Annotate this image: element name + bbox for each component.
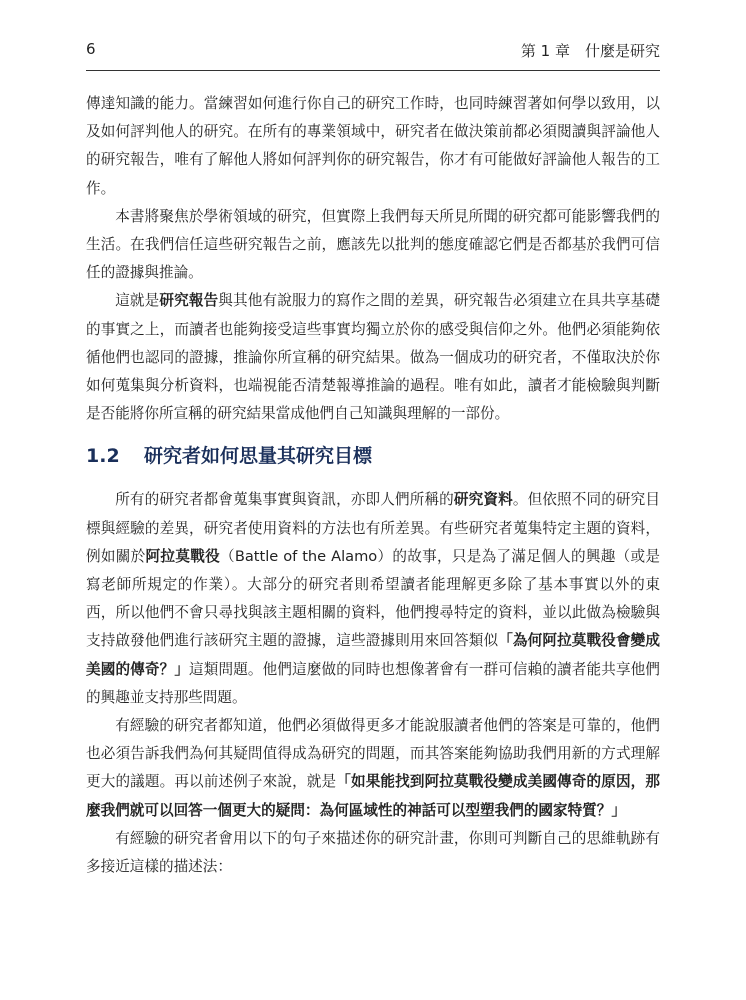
text-run: 。但依照不同的研究目標與經驗的差異，研究者使用資料的方法也有所差異。有些研究者蒐集特定主題的資料，例如關於: [86, 491, 660, 565]
section-number: 1.2: [86, 445, 120, 468]
text-run: 這類問題。他們這麼做的同時也想像著會有一群可信賴的讀者能共享他們的興趣並支持那些問題。: [86, 660, 660, 706]
section-heading: [86, 438, 660, 474]
page-number: 6: [86, 40, 96, 58]
text-run: （Battle of the Alamo）的故事，只是為了滿足個人的興趣（或是寫老師所規定的作業）。大部分的研究者則希望讀者能理解更多除了基本事實以外的東西，所以他們不會只尋找與該主題相關的資料，他們搜尋特定的資料，並以此做為檢驗與支持啟發他們進行該研究主題的證據，這些證據則用來回答類似: [86, 547, 660, 650]
text-run: 與其他有說服力的寫作之間的差異，研究報告必須建立在具共享基礎的事實之上，而讀者也能夠接受這些事實均獨立於你的感受與信仰之外。他們必須能夠依循他們也認同的證據，推論你所宣稱的研究結果。做為一個成功的研究者，不僅取決於你如何蒐集與分析資料，也端視能否清楚報導推論的過程。唯有如此，讀者才能檢驗與判斷是否能將你所宣稱的研究結果當成他們自己知識與理解的一部份。: [86, 292, 660, 423]
text-run: 有經驗的研究者都知道，他們必須做得更多才能說服讀者他們的答案是可靠的，他們也必須告訴我們為何其疑問值得成為研究的問題，而其答案能夠協助我們用新的方式理解更大的議題。再以前述例子來說，就是: [86, 717, 660, 791]
section-title: 研究者如何思量其研究目標: [144, 445, 373, 468]
paragraph-academic-focus: 本書將聚焦於學術領域的研究，但實際上我們每天所見所聞的研究都可能影響我們的生活。在我們信任這些研究報告之前，應該先以批判的態度確認它們是否都基於我們可信任的證據與推論。: [86, 207, 660, 282]
page-header: [86, 40, 660, 71]
paragraph-research-report: [86, 287, 660, 428]
paragraph-continued: 傳達知識的能力。當練習如何進行你自己的研究工作時，也同時練習著如何學以致用，以及如何評判他人的研究。在所有的專業領域中，研究者在做決策前都必須閱讀與評論他人的研究報告，唯有了解他人將如何評判你的研究報告，你才有可能做好評論他人報告的工作。: [86, 95, 660, 197]
bold-term-research-data: 研究資料: [453, 491, 513, 509]
bold-question-alamo: 「為何阿拉莫戰役會變成美國的傳奇？」: [86, 632, 660, 678]
text-run: 所有的研究者都會蒐集事實與資訊，亦即人們所稱的: [115, 491, 454, 509]
paragraph-research-data: [86, 486, 660, 712]
running-head: 第 1 章 什麼是研究: [520, 42, 660, 60]
bold-term-alamo: 阿拉莫戰役: [145, 547, 220, 565]
page-body: [86, 90, 660, 881]
paragraph-experienced-researchers: [86, 712, 660, 825]
bold-term-research-report: 研究報告: [159, 292, 219, 310]
text-run: 這就是: [115, 292, 160, 310]
bold-larger-question: 「如果能找到阿拉莫戰役變成美國傳奇的原因，那麼我們就可以回答一個更大的疑問：為何區域性的神話可以型塑我們的國家特質？」: [86, 773, 660, 819]
paragraph-describe-project: 有經驗的研究者會用以下的句子來描述你的研究計畫，你則可判斷自己的思維軌跡有多接近這樣的描述法：: [86, 829, 660, 876]
